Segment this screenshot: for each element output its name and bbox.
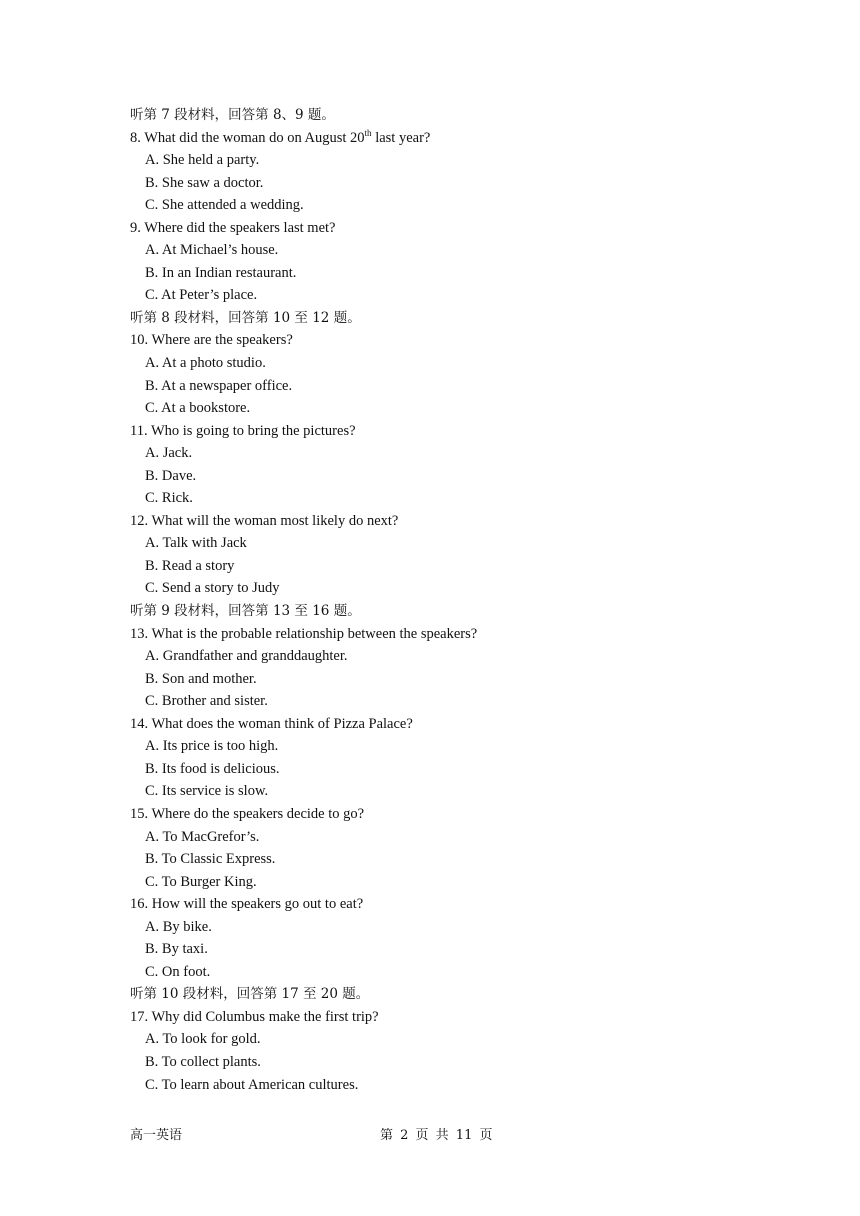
answer-option: C. Its service is slow. — [145, 783, 269, 800]
answer-option: C. At a bookstore. — [145, 400, 251, 417]
question-text: 9. Where did the speakers last met? — [130, 219, 336, 236]
answer-option: A. At a photo studio. — [145, 355, 266, 372]
question-stem — [130, 329, 770, 352]
question-text: 15. Where do the speakers decide to go? — [130, 805, 365, 822]
answer-option: A. She held a party. — [145, 152, 260, 169]
question-text: 17. Why did Columbus make the first trip? — [130, 1008, 379, 1025]
question-stem — [130, 713, 770, 736]
question-list — [130, 104, 770, 1096]
question-text: 12. What will the woman most likely do next? — [130, 512, 399, 529]
answer-option: A. Jack. — [145, 445, 193, 462]
answer-option: C. She attended a wedding. — [145, 197, 304, 214]
answer-option: A. To MacGrefor’s. — [145, 828, 260, 845]
answer-option: B. To collect plants. — [145, 1053, 261, 1070]
answer-option: B. Son and mother. — [145, 670, 257, 687]
question-text: 13. What is the probable relationship between the speakers? — [130, 625, 478, 642]
section-heading: 听第 8 段材料，回答第 10 至 12 题。 — [130, 309, 361, 326]
answer-option: B. Dave. — [145, 467, 197, 484]
question-text: 10. Where are the speakers? — [130, 332, 293, 349]
answer-option: C. Send a story to Judy — [145, 580, 280, 597]
question-stem — [130, 1006, 770, 1029]
answer-option: B. At a newspaper office. — [145, 377, 293, 394]
footer-page-number: 第 2 页 共 11 页 — [380, 1128, 493, 1143]
section-heading: 听第 7 段材料，回答第 8、9 题。 — [130, 107, 335, 123]
answer-option: C. Rick. — [145, 490, 193, 507]
question-stem — [130, 803, 770, 826]
answer-option: B. Read a story — [145, 557, 235, 574]
page-footer — [0, 1126, 860, 1146]
section-heading: 听第 10 段材料，回答第 17 至 20 题。 — [130, 986, 370, 1003]
answer-option: B. Its food is delicious. — [145, 760, 280, 777]
answer-option: C. Brother and sister. — [145, 693, 268, 710]
answer-option: C. To learn about American cultures. — [145, 1076, 359, 1093]
question-stem — [130, 893, 770, 916]
answer-option: C. At Peter’s place. — [145, 287, 258, 304]
answer-option: C. To Burger King. — [145, 873, 257, 890]
section-heading: 听第 9 段材料，回答第 13 至 16 题。 — [130, 603, 361, 620]
answer-option: A. Its price is too high. — [145, 738, 279, 755]
question-stem — [130, 510, 770, 533]
footer-subject: 高一英语 — [130, 1128, 183, 1143]
answer-option: A. At Michael’s house. — [145, 242, 279, 259]
answer-option: A. By bike. — [145, 918, 212, 935]
answer-option: A. To look for gold. — [145, 1031, 261, 1048]
answer-option: B. In an Indian restaurant. — [145, 264, 297, 281]
answer-option: C. On foot. — [145, 963, 211, 980]
question-stem — [130, 217, 770, 240]
question-text-tail: last year? — [371, 129, 431, 146]
answer-option: A. Grandfather and granddaughter. — [145, 648, 348, 665]
question-text: 14. What does the woman think of Pizza Palace? — [130, 715, 413, 732]
question-stem — [130, 420, 770, 443]
question-text: 8. What did the woman do on August 20 — [130, 129, 365, 146]
answer-option: B. By taxi. — [145, 941, 208, 958]
superscript: th — [364, 127, 372, 138]
question-stem — [130, 127, 770, 150]
question-stem — [130, 623, 770, 646]
question-text: 11. Who is going to bring the pictures? — [130, 422, 356, 439]
question-text: 16. How will the speakers go out to eat? — [130, 896, 364, 913]
answer-option: B. She saw a doctor. — [145, 174, 264, 191]
answer-option: B. To Classic Express. — [145, 851, 276, 868]
answer-option: A. Talk with Jack — [145, 535, 247, 552]
